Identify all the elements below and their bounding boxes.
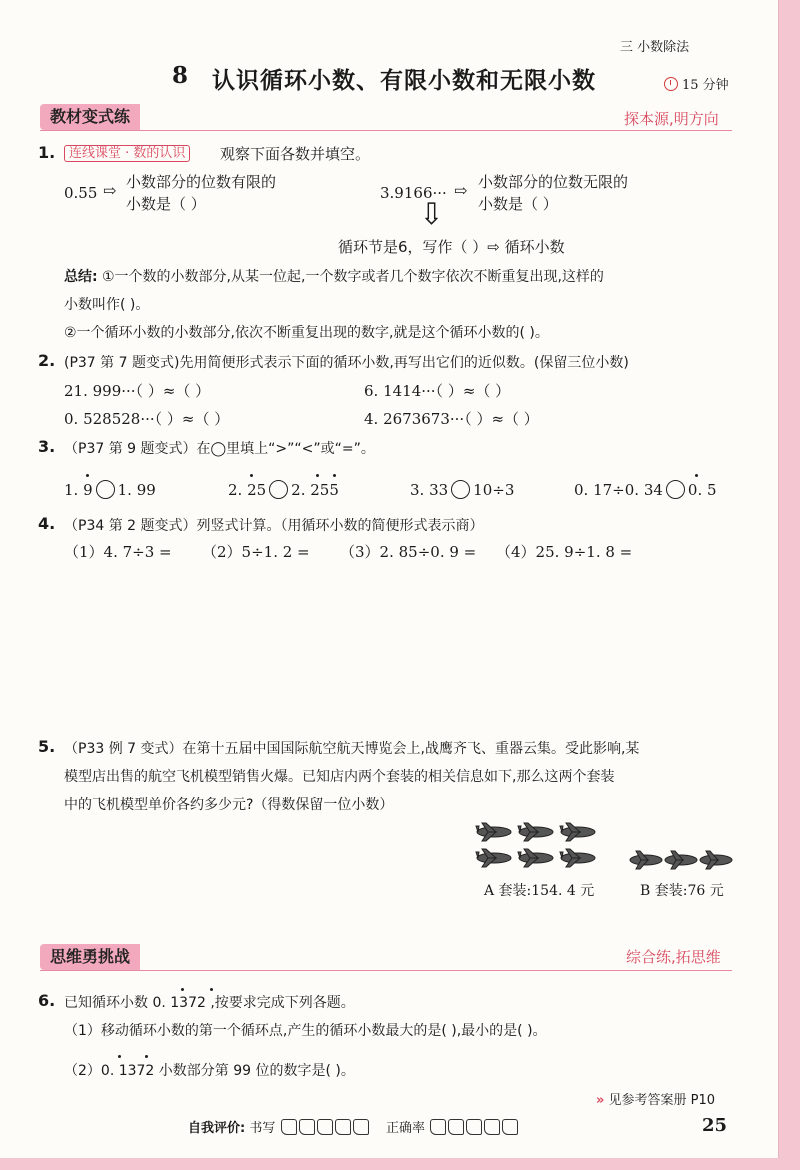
accuracy-label: 正确率 [386, 1121, 426, 1136]
writing-label: 书写 [249, 1121, 276, 1136]
q1-left-line1: 小数部分的位数有限的 [126, 173, 277, 191]
thumb-up-icon[interactable] [466, 1119, 482, 1135]
repeat-dot [695, 474, 698, 477]
section-tab-practice: 教材变式练 [40, 104, 140, 130]
q1-intro: 观察下面各数并填空。 [220, 145, 371, 163]
compare-circle[interactable] [96, 480, 115, 499]
question-number: 3. [38, 437, 56, 456]
tag-label: 连线课堂 · 数的认识 [64, 145, 190, 162]
self-eval-label: 自我评价: [188, 1121, 246, 1136]
q1-left-number: 0.55 [64, 184, 98, 202]
compare-right: 0. 5 [687, 481, 717, 499]
repeat-dot [210, 988, 213, 991]
compare-left: 3. 33 [410, 481, 449, 499]
q2-item-1[interactable]: 21. 999···（ ）≈（ ） [64, 382, 211, 400]
compare-circle[interactable] [451, 480, 470, 499]
q6-sub2[interactable] [64, 1060, 355, 1080]
q2-item-3[interactable]: 0. 528528···（ ）≈（ ） [64, 410, 230, 428]
question-number: 1. [38, 143, 56, 162]
q4-item-1[interactable]: （1）4. 7÷3 = [64, 543, 172, 561]
q5-line2: 模型店出售的航空飞机模型销售火爆。已知店内两个套装的相关信息如下,那么这两个套装 [64, 769, 615, 785]
clock-icon [664, 77, 678, 91]
q6-sub2-prefix: （2）0. 1372 [64, 1063, 155, 1079]
section-subtitle: 探本源,明方向 [624, 110, 719, 128]
right-arrow-icon: ⇨ [103, 181, 117, 200]
q3-text: （P37 第 9 题变式）在◯里填上“>”“<”或“=”。 [64, 441, 375, 457]
repeat-dot [333, 474, 336, 477]
thumb-up-icon[interactable] [317, 1119, 333, 1135]
q3-item-4 [574, 480, 717, 499]
time-text: 15 分钟 [682, 78, 729, 93]
thumb-up-icon[interactable] [448, 1119, 464, 1135]
down-arrow-icon: ⇩ [419, 197, 445, 232]
q6-sub2-suffix[interactable]: 小数部分第 99 位的数字是( )。 [154, 1063, 355, 1079]
q1-right-line1: 小数部分的位数无限的 [478, 173, 629, 191]
q1-tag [64, 142, 190, 161]
question-number: 6. [38, 991, 56, 1010]
chapter-label: 三 小数除法 [620, 40, 690, 55]
q1-right-number: 3.9166··· [380, 184, 447, 202]
section-divider [40, 970, 732, 971]
repeat-dot [118, 1055, 121, 1058]
compare-circle[interactable] [269, 480, 288, 499]
thumb-up-icon[interactable] [484, 1119, 500, 1135]
set-b-price: B 套装:76 元 [640, 883, 724, 899]
compare-right: 1. 99 [117, 481, 156, 499]
compare-left: 1. 9 [64, 481, 93, 499]
self-evaluation [188, 1117, 519, 1136]
q2-item-4[interactable]: 4. 2673673···（ ）≈（ ） [364, 410, 539, 428]
thumb-up-icon[interactable] [299, 1119, 315, 1135]
q1-cycle-text[interactable]: 循环节是6，写作（ ）⇨ 循环小数 [338, 238, 565, 256]
q5-line3: 中的飞机模型单价各约多少元?（得数保留一位小数） [64, 797, 394, 813]
time-estimate [664, 74, 729, 93]
page-number: 25 [702, 1115, 728, 1136]
q1-left-blank[interactable]: 小数是（ ） [126, 195, 206, 213]
summary-line1: ①一个数的小数部分,从某一位起,一个数字或者几个数字依次不断重复出现,这样的 [102, 269, 604, 285]
q4-item-4[interactable]: （4）25. 9÷1. 8 = [496, 543, 633, 561]
double-chevron-icon: » [596, 1093, 605, 1108]
repeat-dot [86, 474, 89, 477]
q4-item-3[interactable]: （3）2. 85÷0. 9 = [340, 543, 477, 561]
q3-item-2 [228, 480, 339, 499]
lesson-title: 认识循环小数、有限小数和无限小数 [212, 68, 596, 94]
thumb-up-icon[interactable] [430, 1119, 446, 1135]
q3-item-1 [64, 480, 156, 499]
repeat-dot [145, 1055, 148, 1058]
q4-text: （P34 第 2 题变式）列竖式计算。（用循环小数的简便形式表示商） [64, 518, 484, 534]
answer-ref-text: 见参考答案册 P10 [608, 1093, 716, 1108]
plane-set-b-image [628, 848, 734, 872]
summary-line2[interactable]: ②一个循环小数的小数部分,依次不断重复出现的数字,就是这个循环小数的( )。 [64, 325, 549, 341]
compare-left: 2. 25 [228, 481, 267, 499]
compare-right: 2. 255 [291, 481, 339, 499]
thumb-up-icon[interactable] [502, 1119, 518, 1135]
q3-item-3 [410, 480, 514, 499]
right-arrow-icon: ⇨ [454, 181, 468, 200]
q1-right-blank[interactable]: 小数是（ ） [478, 195, 558, 213]
q4-item-2[interactable]: （2）5÷1. 2 = [202, 543, 310, 561]
q5-line1: （P33 例 7 变式）在第十五届中国国际航空航天博览会上,战鹰齐飞、重器云集。受此影响,某 [64, 741, 640, 757]
q2-item-2[interactable]: 6. 1414···（ ）≈（ ） [364, 382, 511, 400]
q2-text: (P37 第 7 题变式)先用简便形式表示下面的循环小数,再写出它们的近似数。(保留三位小数) [64, 355, 629, 371]
q6-sub1[interactable]: （1）移动循环小数的第一个循环点,产生的循环小数最大的是( ),最小的是( )。 [64, 1023, 547, 1039]
set-a-price: A 套装:154. 4 元 [484, 883, 595, 899]
section-divider [40, 130, 732, 131]
q6-text: 已知循环小数 0. 1372 ,按要求完成下列各题。 [64, 995, 355, 1011]
repeat-dot [250, 474, 253, 477]
repeat-dot [316, 474, 319, 477]
section-subtitle: 综合练,拓思维 [626, 948, 721, 966]
question-number: 5. [38, 737, 56, 756]
compare-right: 10÷3 [473, 481, 515, 499]
compare-circle[interactable] [666, 480, 685, 499]
repeat-dot [181, 988, 184, 991]
question-number: 4. [38, 514, 56, 533]
plane-set-a-image [474, 820, 604, 872]
compare-left: 0. 17÷0. 34 [574, 481, 663, 499]
thumb-up-icon[interactable] [353, 1119, 369, 1135]
summary-label: 总结: [64, 269, 98, 285]
thumb-up-icon[interactable] [281, 1119, 297, 1135]
summary-line1b[interactable]: 小数叫作( )。 [64, 297, 150, 313]
answer-reference [596, 1089, 715, 1108]
lesson-number: 8 [172, 62, 190, 89]
section-tab-challenge: 思维勇挑战 [40, 944, 140, 970]
question-number: 2. [38, 351, 56, 370]
thumb-up-icon[interactable] [335, 1119, 351, 1135]
